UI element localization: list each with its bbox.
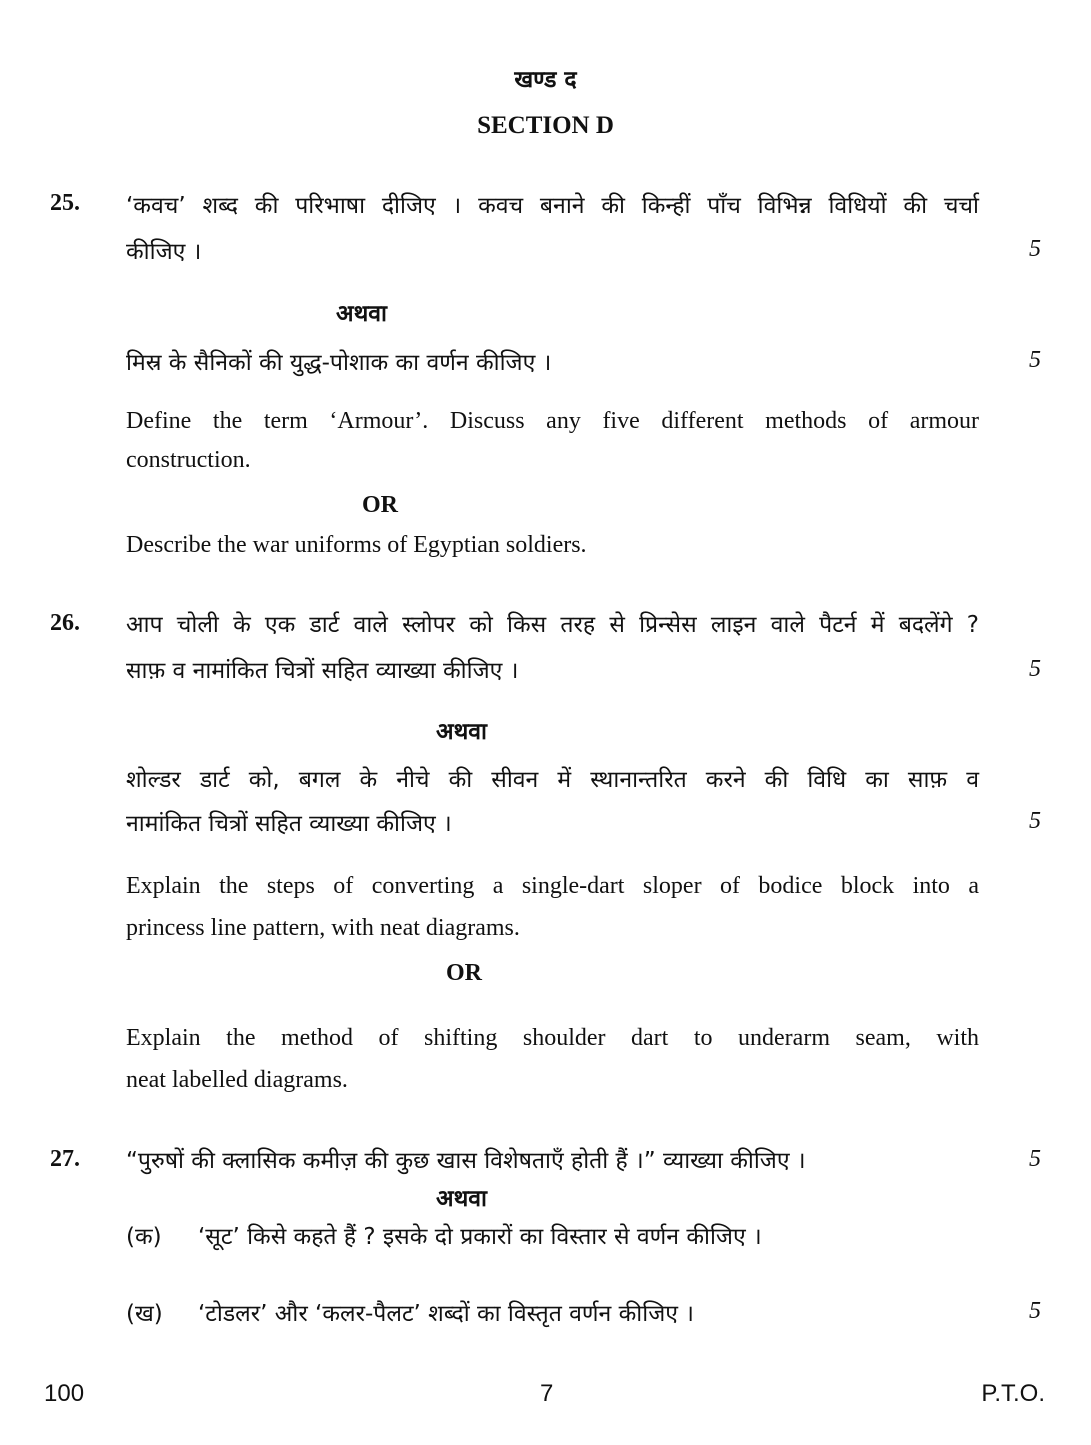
q26-english-line-1: Explain the steps of converting a single-dart sloper of bodice block into a — [126, 873, 979, 899]
question-27-number: 27. — [50, 1146, 80, 1172]
footer-pto: P.T.O. — [981, 1380, 1045, 1407]
question-26-number: 26. — [50, 610, 80, 636]
q25-hindi-line-1: ‘कवच’ शब्द की परिभाषा दीजिए । कवच बनाने की किन्हीं पाँच विभिन्न विधियों की चर्चा — [126, 193, 979, 219]
q25-english-alternative: Describe the war uniforms of Egyptian soldiers. — [126, 532, 587, 558]
q27-part-a-text: ‘सूट’ किसे कहते हैं ? इसके दो प्रकारों का विस्तार से वर्णन कीजिए । — [198, 1224, 762, 1250]
q26-marks-1: 5 — [1029, 656, 1041, 682]
q27-hindi-or: अथवा — [436, 1186, 488, 1212]
q26-hindi-or: अथवा — [436, 719, 488, 745]
q26-hindi-line-2: साफ़ व नामांकित चित्रों सहित व्याख्या कीजिए । — [126, 658, 519, 684]
footer-page-number: 7 — [540, 1380, 554, 1407]
q27-part-b-label: (ख) — [126, 1301, 163, 1327]
q26-english-alt-line-1: Explain the method of shifting shoulder dart to underarm seam, with — [126, 1025, 979, 1051]
q27-marks-1: 5 — [1029, 1146, 1041, 1172]
q27-hindi-line-1: “पुरुषों की क्लासिक कमीज़ की कुछ खास विशेषताएँ होती हैं ।” व्याख्या कीजिए । — [126, 1148, 806, 1174]
q25-english-line-2: construction. — [126, 447, 251, 473]
q27-part-b-text: ‘टोडलर’ और ‘कलर-पैलट’ शब्दों का विस्तृत वर्णन कीजिए । — [198, 1301, 695, 1327]
footer-paper-code: 100 — [44, 1380, 85, 1407]
section-title-hindi: खण्ड द — [514, 67, 577, 93]
q27-part-a-label: (क) — [126, 1224, 162, 1250]
q25-english-or: OR — [362, 492, 398, 518]
q25-hindi-alternative: मिस्र के सैनिकों की युद्ध-पोशाक का वर्णन कीजिए । — [126, 350, 552, 376]
q25-hindi-line-2: कीजिए । — [126, 239, 202, 265]
q26-english-alt-line-2: neat labelled diagrams. — [126, 1067, 348, 1093]
q25-english-line-1: Define the term ‘Armour’. Discuss any five different methods of armour — [126, 408, 979, 434]
q26-hindi-alt-line-2: नामांकित चित्रों सहित व्याख्या कीजिए । — [126, 811, 452, 837]
q25-hindi-or: अथवा — [336, 301, 388, 327]
q26-hindi-alt-line-1: शोल्डर डार्ट को, बगल के नीचे की सीवन में स्थानान्तरित करने की विधि का साफ़ व — [126, 767, 979, 793]
q25-marks-2: 5 — [1029, 347, 1041, 373]
q26-marks-2: 5 — [1029, 808, 1041, 834]
q27-marks-2: 5 — [1029, 1298, 1041, 1324]
section-title-english: SECTION D — [477, 112, 614, 139]
q25-marks-1: 5 — [1029, 236, 1041, 262]
q26-english-or: OR — [446, 960, 482, 986]
q26-hindi-line-1: आप चोली के एक डार्ट वाले स्लोपर को किस तरह से प्रिन्सेस लाइन वाले पैटर्न में बदलेंगे ? — [126, 612, 979, 638]
question-25-number: 25. — [50, 190, 80, 216]
q26-english-line-2: princess line pattern, with neat diagrams. — [126, 915, 520, 941]
